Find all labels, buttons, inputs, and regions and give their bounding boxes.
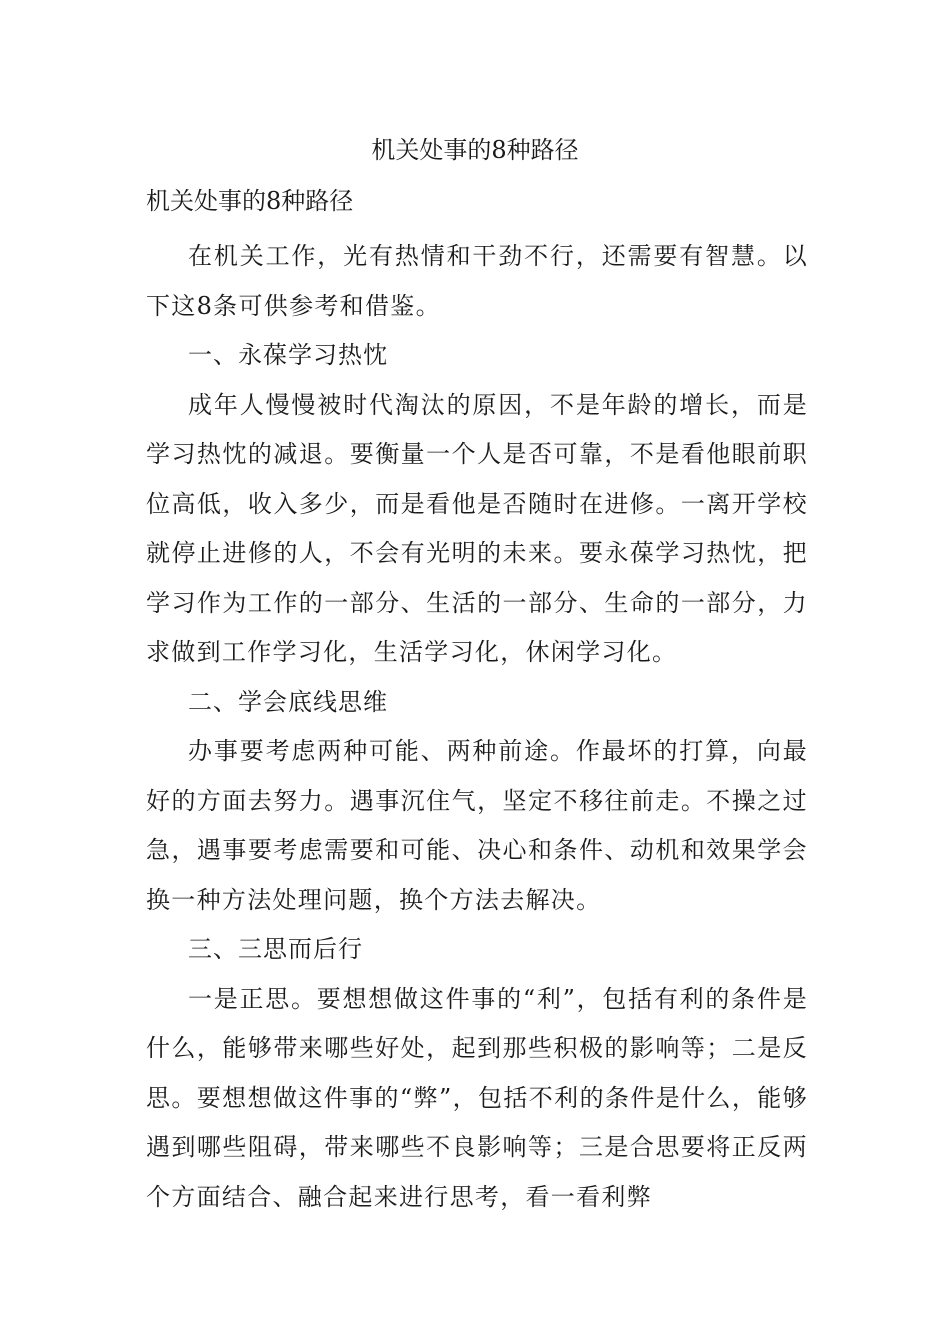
document-subtitle: 机关处事的8种路径: [146, 187, 354, 215]
document-body: [146, 232, 808, 1222]
section-heading: 三、三思而后行: [188, 935, 363, 963]
section-paragraph: 办事要考虑两种可能、两种前途。作最坏的打算，向最好的方面去努力。遇事沉住气，坚定不移往前走。不操之过急，遇事要考虑需要和可能、决心和条件、动机和效果学会换一种方法处理问题，换个方法去解决。: [146, 737, 808, 914]
section-paragraph: 一是正思。要想想做这件事的“利”，包括有利的条件是什么，能够带来哪些好处，起到那些积极的影响等；二是反思。要想想做这件事的“弊”，包括不利的条件是什么，能够遇到哪些阻碍，带来哪些不良影响等；三是合思要将正反两个方面结合、融合起来进行思考，看一看利弊: [146, 984, 808, 1211]
document-title: 机关处事的8种路径: [371, 136, 579, 164]
section-heading: 二、学会底线思维: [188, 687, 388, 716]
section-paragraph: 成年人慢慢被时代淘汰的原因，不是年龄的增长，而是学习热忱的减退。要衡量一个人是否可靠，不是看他眼前职位高低，收入多少，而是看他是否随时在进修。一离开学校就停止进修的人，不会有光明的未来。要永葆学习热忱，把学习作为工作的一部分、生活的一部分、生命的一部分，力求做到工作学习化，生活学习化，休闲学习化。: [146, 390, 808, 666]
section-heading: 一、永葆学习热忱: [188, 341, 388, 369]
intro-paragraph: 在机关工作，光有热情和干劲不行，还需要有智慧。以下这8条可供参考和借鉴。: [146, 242, 808, 320]
